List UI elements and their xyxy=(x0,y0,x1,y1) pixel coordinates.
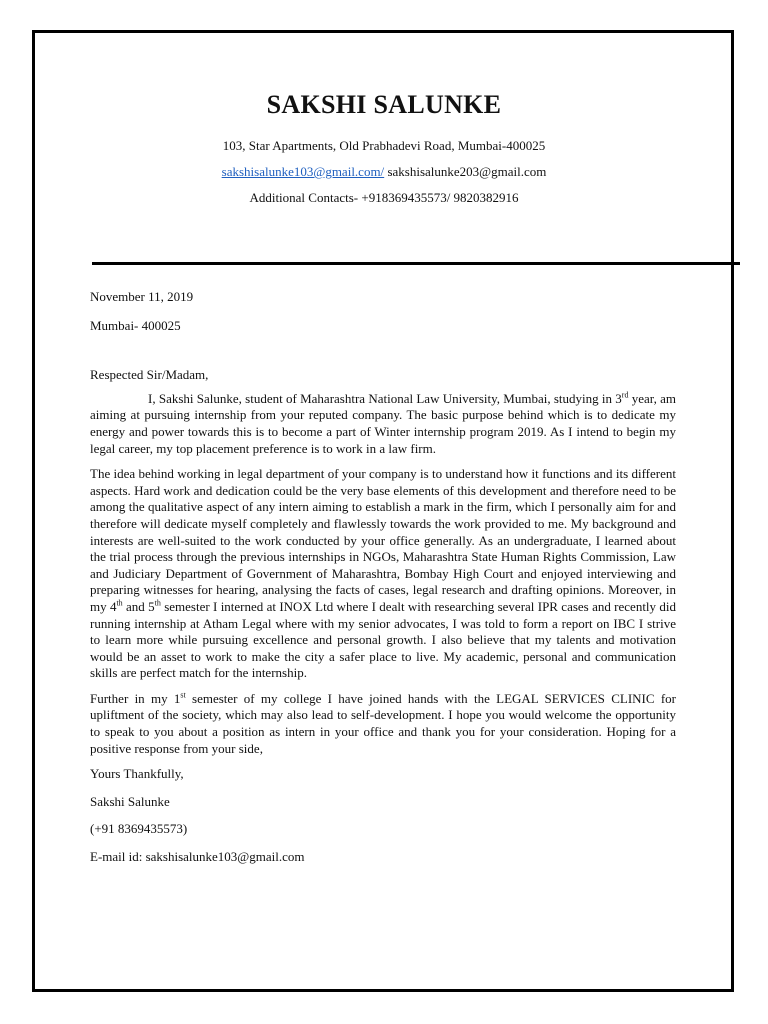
superscript-st: st xyxy=(180,690,186,700)
paragraph-closing-text-a: Further in my 1 xyxy=(90,690,181,706)
superscript-rd: rd xyxy=(621,390,629,400)
applicant-name: SAKSHI SALUNKE xyxy=(266,90,502,119)
signature-name: Sakshi Salunke xyxy=(90,793,170,809)
letter-body xyxy=(90,289,676,877)
signature-phone: (+91 8369435573) xyxy=(90,821,188,837)
letter-header xyxy=(92,90,676,216)
alternate-email: sakshisalunke203@gmail.com xyxy=(384,164,547,179)
contacts-line: Additional Contacts- +918369435573/ 9820382916 xyxy=(249,190,519,205)
closing-phrase: Yours Thankfully, xyxy=(90,766,184,782)
paragraph-intro xyxy=(90,391,676,457)
salutation: Respected Sir/Madam, xyxy=(90,367,209,383)
email-line xyxy=(92,164,676,180)
header-divider xyxy=(92,262,740,265)
letter-place: Mumbai- 400025 xyxy=(90,317,181,333)
paragraph-closing xyxy=(90,691,676,757)
paragraph-experience-text-a: The idea behind working in legal department of your company is to understand how it functions and its different aspects. Hard work and dedication could be the very base elements of this development and therefore need to be among the qualitative aspect of any intern aiming to establish a mark in the firm, which I personally aim for and therefore will dedicate myself completely and flawlessly towards the work provided to me. My background and interests are well-suited to the work conducted by your office generally. As an undergraduate, I learned about the trial process through the previous internships in NGOs, Maharashtra State Human Rights Commission, Law and Judiciary Department of Government of Maharashtra, Bombay High Court and enjoyed interviewing and preparing witnesses for hearing, analysing the facts of cases, legal research and drafting opinions. Moreover, in my 4 xyxy=(90,466,676,614)
paragraph-intro-text-a: I, Sakshi Salunke, student of Maharashtra National Law University, Mumbai, studying in 3 xyxy=(148,390,622,406)
paragraph-experience xyxy=(90,466,676,682)
superscript-th-1: th xyxy=(116,598,123,608)
letter-date: November 11, 2019 xyxy=(90,289,194,304)
address-line: 103, Star Apartments, Old Prabhadevi Road, Mumbai-400025 xyxy=(222,138,546,153)
paragraph-experience-text-b: and 5 xyxy=(122,598,155,614)
paragraph-closing-text-b: semester of my college I have joined hands with the LEGAL SERVICES CLINIC for upliftment of the society, which may also lead to self-development. I hope you would welcome the opportunity to speak to you about a position as intern in your office and thank you for your consideration. Hoping for a positive response from your side, xyxy=(90,690,676,756)
paragraph-experience-text-c: semester I interned at INOX Ltd where I dealt with researching several IPR cases and recently did running internship at Atham Legal where with my senior advocates, I was told to form a report on IBC I strive to learn more while pursuing excellence and personal growth. I also believe that my talents and motivation would be an asset to work to make the city a safer place to live. My academic, personal and communication skills are perfect match for the internship. xyxy=(90,598,676,681)
email-link[interactable]: sakshisalunke103@gmail.com/ xyxy=(221,164,385,179)
superscript-th-2: th xyxy=(154,598,161,608)
paragraph-intro-text-b: year, am aiming at pursuing internship from your reputed company. The basic purpose behind which is to dedicate my energy and power towards this is to become a part of Winter internship program 2019. As I intend to begin my legal career, my top placement preference is to work in a law firm. xyxy=(90,390,676,456)
signature-email: E-mail id: sakshisalunke103@gmail.com xyxy=(90,849,305,865)
